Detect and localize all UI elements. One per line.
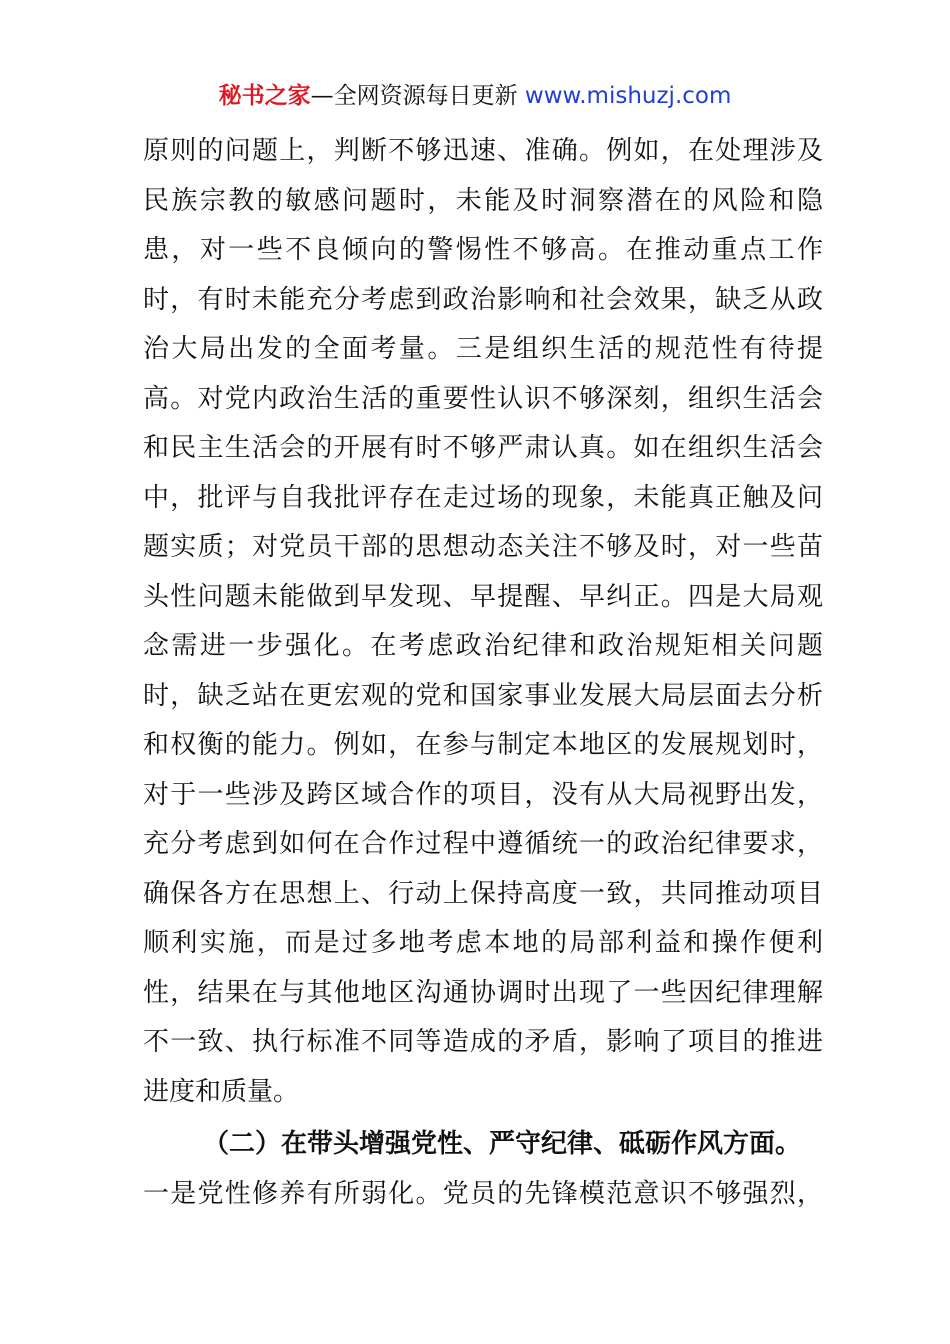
text-line: 和民主生活会的开展有时不够严肃认真。如在组织生活会 [143,433,823,463]
text-line: 和权衡的能力。例如，在参与制定本地区的发展规划时， [143,730,823,760]
text-line: 不一致、执行标准不同等造成的矛盾，影响了项目的推进 [143,1027,823,1057]
text-line: 患，对一些不良倾向的警惕性不够高。在推动重点工作 [143,235,823,265]
text-line: 确保各方在思想上、行动上保持高度一致，共同推动项目 [143,878,823,909]
text-line: 念需进一步强化。在考虑政治纪律和政治规矩相关问题 [143,631,823,661]
text-line: 时，缺乏站在更宏观的党和国家事业发展大局层面去分析 [143,680,823,711]
text-line: 对于一些涉及跨区域合作的项目，没有从大局视野出发， [143,779,823,810]
brand-name: 秘书之家 [218,83,311,109]
page-header [0,80,950,112]
text-line: 头性问题未能做到早发现、早提醒、早纠正。四是大局观 [143,581,823,612]
text-line: 治大局出发的全面考量。三是组织生活的规范性有待提 [143,334,823,364]
text-line: 一是党性修养有所弱化。党员的先锋模范意识不够强烈， [143,1178,823,1209]
text-line: 时，有时未能充分考虑到政治影响和社会效果，缺乏从政 [143,284,823,315]
text-line: 性，结果在与其他地区沟通协调时出现了一些因纪律理解 [143,977,823,1008]
document-body [143,127,823,1219]
text-line: 中，批评与自我批评存在走过场的现象，未能真正触及问 [143,482,823,513]
section-heading: （二）在带头增强党性、严守纪律、砥砺作风方面。 [203,1129,802,1159]
text-line: 原则的问题上，判断不够迅速、准确。例如，在处理涉及 [143,136,823,166]
text-line: 充分考虑到如何在合作过程中遵循统一的政治纪律要求， [143,829,823,859]
text-line: 进度和质量。 [143,1076,300,1107]
text-line: 民族宗教的敏感问题时，未能及时洞察潜在的风险和隐 [143,185,823,216]
text-line: 高。对党内政治生活的重要性认识不够深刻，组织生活会 [143,383,823,414]
header-tagline: —全网资源每日更新 [310,83,525,109]
text-line: 顺利实施，而是过多地考虑本地的局部利益和操作便利 [143,928,823,958]
site-url[interactable]: www.mishuzj.com [524,83,732,109]
text-line: 题实质；对党员干部的思想动态关注不够及时，对一些苗 [143,532,823,562]
